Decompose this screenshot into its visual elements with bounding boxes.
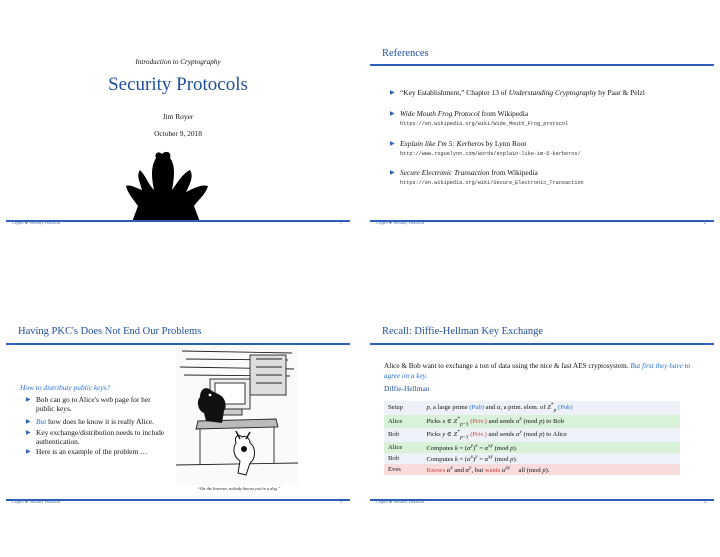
bullet-triangle-icon: ▶ [390, 170, 395, 176]
table-row [384, 453, 680, 464]
bullet-triangle-icon: ▶ [390, 141, 395, 147]
title-rule [370, 64, 714, 66]
footer-left: Crypto ❖ Security Protocols [376, 220, 425, 225]
page-number: 4 [703, 499, 706, 504]
slide-footer [6, 218, 350, 230]
reference-link[interactable]: http://www.roguelynn.com/words/explain-like-im-5-kerberos/ [400, 151, 581, 158]
reference-item: ▶ “Key Establishment,” Chapter 13 of Understanding Cryptography by Paar & Pelzl [390, 88, 645, 97]
bullet-triangle-icon: ▶ [26, 430, 31, 436]
footer-left: Crypto ❖ Security Protocols [12, 220, 61, 225]
slide-date: October 9, 2018 [154, 129, 202, 138]
table-row [384, 415, 680, 429]
slide-subtitle: Introduction to Cryptography [135, 58, 221, 66]
table-row [384, 428, 680, 442]
slide-footer [370, 218, 714, 230]
slide-4 [370, 287, 714, 509]
row-role: Setup [388, 404, 404, 412]
question-heading: How to distribute public keys? [20, 383, 111, 392]
table-row [384, 401, 680, 415]
footer-left: Crypto ❖ Security Protocols [376, 499, 425, 504]
row-action: Knows $\alpha^x$ and $\alpha^y$, but wants $\alpha^{xy}$ all (mod p). [426, 464, 550, 475]
slide-2 [370, 8, 714, 230]
bullet-item: ▶ But how does he know it is really Alice. [26, 417, 155, 426]
slide-author: Jim Royer [162, 112, 194, 121]
bullet-triangle-icon: ▶ [390, 90, 395, 96]
slide-1 [6, 8, 350, 230]
table-row [384, 464, 680, 475]
row-action: Computes $k = (\alpha^x)^y = \alpha^{xy}$ (mod p). [426, 453, 518, 463]
title-rule [370, 343, 714, 345]
slide-title: References [382, 48, 429, 59]
bullet-item: ▶ Bob can go to Alice's web page for her public keys. [26, 395, 151, 414]
slide-title: Recall: Diffie-Hellman Key Exchange [382, 326, 544, 337]
reference-item: ▶ Explain like I'm 5: Kerberos by Lynn Root http://www.roguelynn.com/words/explain-like-im-5-kerberos/ [390, 139, 581, 158]
row-role: Eves [388, 465, 401, 473]
row-action: Picks y ∈ $Z^*_{p-1}$ (Priv.) and sends $\alpha^y$ (mod p) to Alice [426, 429, 567, 441]
row-action: Computes $k = (\alpha^y)^x = \alpha^{xy}$ (mod p). [426, 442, 518, 452]
row-action: Picks x ∈ $Z^*_{p-1}$ (Priv.) and sends $\alpha^x$ (mod p) to Bob [426, 415, 564, 427]
page-number: 3 [339, 499, 342, 504]
bullet-triangle-icon: ▶ [390, 111, 395, 117]
block-title: Diffie-Hellman [384, 384, 430, 393]
reference-item: ▶ Wide Mouth Frog Protocol from Wikipedia https://en.wikipedia.org/wiki/Wide_Mouth_Frog_protocol [390, 109, 569, 128]
reference-link[interactable]: https://en.wikipedia.org/wiki/Wide_Mouth_Frog_protocol [400, 121, 569, 128]
table-row [384, 442, 680, 453]
bullet-triangle-icon: ▶ [26, 449, 31, 455]
row-role: Alice [388, 443, 403, 451]
diffie-hellman-table [384, 401, 680, 475]
bullet-item: ▶ Key exchange/distribution needs to include authentication. [26, 428, 165, 447]
internet-dog-cartoon [176, 345, 298, 485]
page-number: 2 [703, 220, 706, 225]
page-number: 1 [339, 220, 342, 225]
intro-text: Alice & Bob want to exchange a ton of data using the nice & fast AES cryptosystem. But first they have to agree on a key. [384, 362, 691, 380]
cartoon-caption: “On the Internet, nobody knows you're a dog.” [197, 486, 281, 491]
row-action: p, a large prime (Pub) and α, a prim. elem. of $Z^*_p$ (Pub) [426, 402, 573, 414]
slide-footer [370, 497, 714, 509]
slide-title: Having PKC's Does Not End Our Problems [18, 326, 202, 337]
bullet-triangle-icon: ▶ [26, 397, 31, 403]
row-role: Bob [388, 431, 399, 439]
slide-3 [6, 287, 350, 509]
slide-footer [6, 497, 350, 509]
footer-left: Crypto ❖ Security Protocols [12, 499, 61, 504]
slide-title: Security Protocols [108, 74, 248, 95]
row-role: Alice [388, 417, 403, 425]
bullet-triangle-icon: ▶ [26, 419, 31, 425]
bullet-item: ▶ Here is an example of the problem … [26, 447, 148, 456]
row-role: Bob [388, 454, 399, 462]
reference-link[interactable]: https://en.wikipedia.org/wiki/Secure_Electronic_Transaction [400, 180, 584, 187]
hydra-logo-icon [124, 148, 210, 224]
reference-item: ▶ Secure Electronic Transaction from Wikipedia https://en.wikipedia.org/wiki/Secure_Electronic_Transaction [390, 168, 584, 187]
